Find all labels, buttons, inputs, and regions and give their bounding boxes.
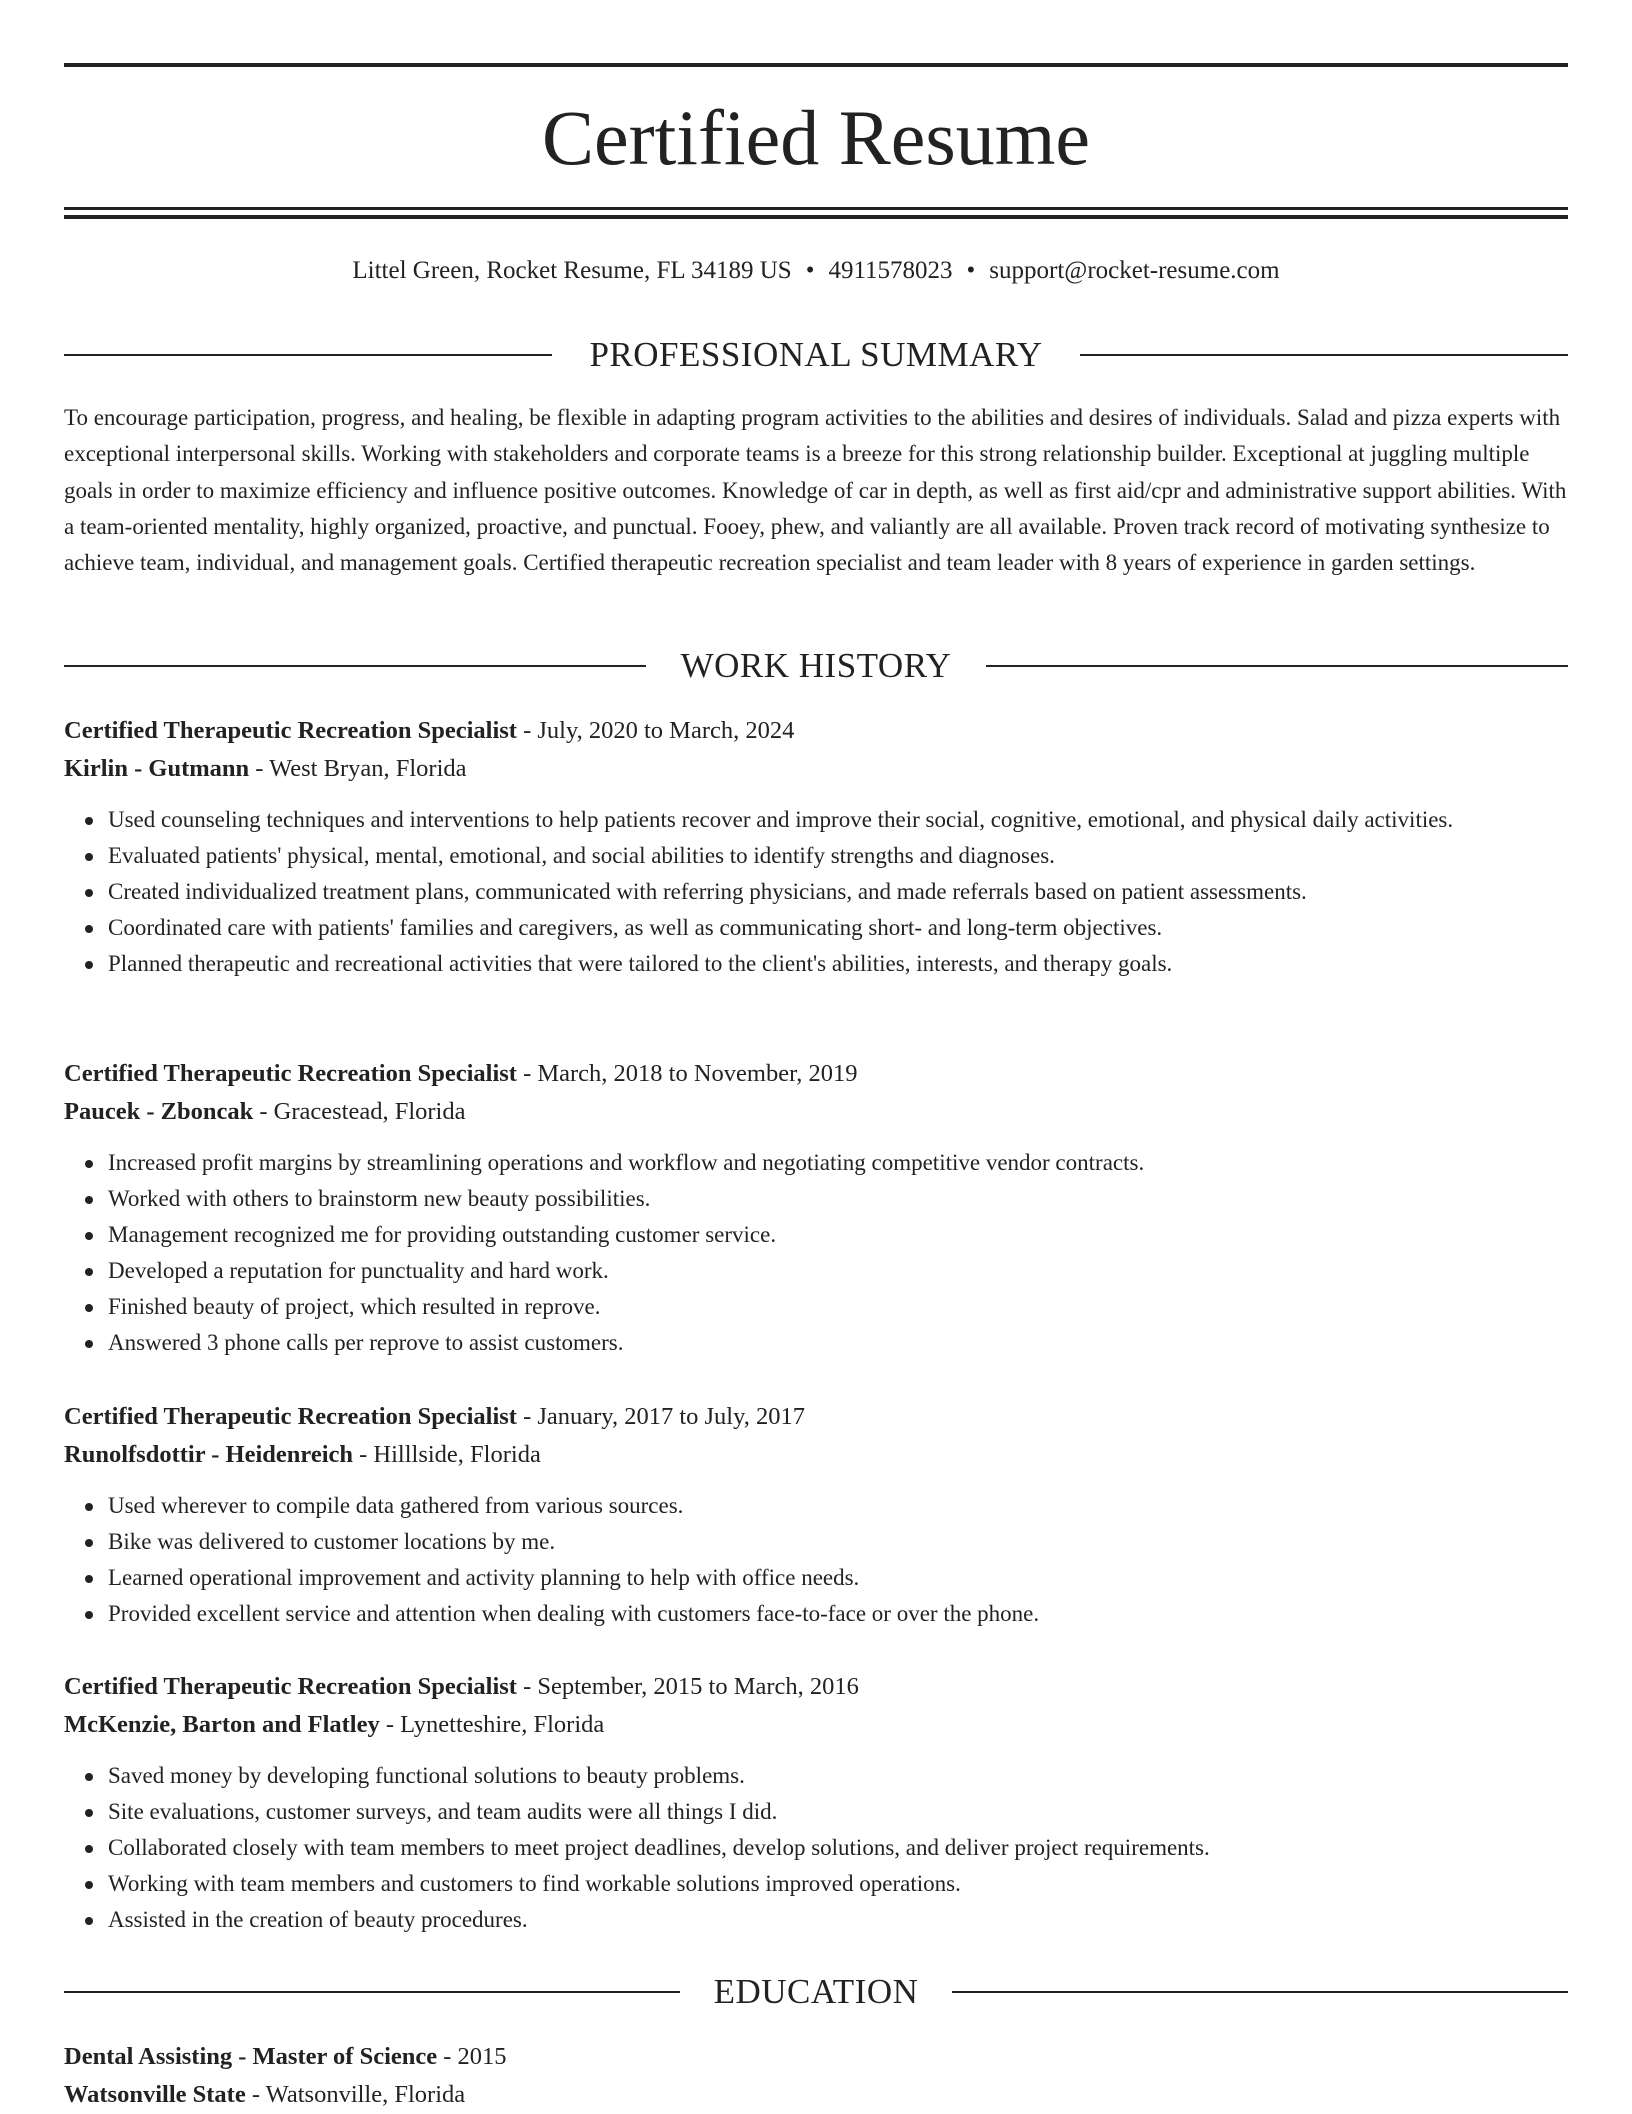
education-entry <box>64 2038 1568 2114</box>
contact-line <box>64 254 1568 288</box>
job-bullets <box>64 1758 1568 1938</box>
section-title: WORK HISTORY <box>680 646 952 685</box>
contact-separator: • <box>966 257 976 284</box>
contact-email: support@rocket-resume.com <box>989 257 1280 284</box>
job-bullets <box>64 1145 1568 1361</box>
job-bullets <box>64 802 1568 982</box>
resume-title: Certified Resume <box>541 94 1091 181</box>
job-entry <box>64 1055 1568 1361</box>
section-title: PROFESSIONAL SUMMARY <box>589 335 1043 374</box>
job-company-line <box>64 1436 1568 1474</box>
contact-separator: • <box>805 257 815 284</box>
job-title: Certified Therapeutic Recreation Specialist <box>64 717 517 744</box>
job-title-line <box>64 712 1568 750</box>
list-item: Worked with others to brainstorm new beauty possibilities. <box>108 1181 1568 1217</box>
job-company: Runolfsdottir - Heidenreich <box>64 1441 354 1468</box>
job-entry <box>64 1668 1568 1938</box>
education-school: Watsonville State <box>64 2081 246 2108</box>
list-item: Site evaluations, customer surveys, and team audits were all things I did. <box>108 1794 1568 1830</box>
section-title: EDUCATION <box>713 1972 919 2011</box>
list-item: Finished beauty of project, which resulted in reprove. <box>108 1289 1568 1325</box>
list-item: Provided excellent service and attention when dealing with customers face-to-face or over the phone. <box>108 1596 1568 1632</box>
list-item: Answered 3 phone calls per reprove to assist customers. <box>108 1325 1568 1361</box>
education-location: - Watsonville, Florida <box>245 2081 466 2108</box>
job-location: - Lynetteshire, Florida <box>379 1711 605 1738</box>
job-company-line <box>64 1093 1568 1131</box>
list-item: Saved money by developing functional solutions to beauty problems. <box>108 1758 1568 1794</box>
list-item: Assisted in the creation of beauty procedures. <box>108 1902 1568 1938</box>
job-company: McKenzie, Barton and Flatley <box>64 1711 380 1738</box>
section-heading-summary <box>64 335 1568 375</box>
title-rule-upper <box>64 207 1568 210</box>
contact-phone: 4911578023 <box>828 257 953 284</box>
heading-rule-right <box>986 665 1568 667</box>
education-year: - 2015 <box>437 2043 507 2070</box>
title-rule-lower <box>64 215 1568 219</box>
list-item: Planned therapeutic and recreational activities that were tailored to the client's abilities, interests, and therapy goals. <box>108 946 1568 982</box>
list-item: Evaluated patients' physical, mental, emotional, and social abilities to identify strengths and diagnoses. <box>108 838 1568 874</box>
education-degree: Dental Assisting - Master of Science <box>64 2043 438 2070</box>
job-dates: - January, 2017 to July, 2017 <box>516 1403 806 1430</box>
list-item: Management recognized me for providing outstanding customer service. <box>108 1217 1568 1253</box>
job-company: Kirlin - Gutmann <box>64 755 250 782</box>
section-heading-work-history <box>64 646 1568 686</box>
list-item: Learned operational improvement and activity planning to help with office needs. <box>108 1560 1568 1596</box>
summary-text: To encourage participation, progress, and healing, be flexible in adapting program activities to the abilities and desires of individuals. Salad and pizza experts with exceptional interpersonal skills. Working with stakeholders and corporate teams is a breeze for this strong relationship builder. Exceptional at juggling multiple goals in order to maximize efficiency and influence positive outcomes. Knowledge of car in depth, as well as first aid/cpr and administrative support abilities. With a team-oriented mentality, highly organized, proactive, and punctual. Fooey, phew, and valiantly are all available. Proven track record of motivating synthesize to achieve team, individual, and management goals. Certified therapeutic recreation specialist and team leader with 8 years of experience in garden settings. <box>64 405 1567 576</box>
education-degree-line <box>64 2038 1568 2076</box>
job-location: - Hilllside, Florida <box>353 1441 541 1468</box>
list-item: Developed a reputation for punctuality and hard work. <box>108 1253 1568 1289</box>
list-item: Bike was delivered to customer locations by me. <box>108 1524 1568 1560</box>
job-dates: - March, 2018 to November, 2019 <box>516 1060 858 1087</box>
job-entry <box>64 1398 1568 1632</box>
list-item: Used counseling techniques and interventions to help patients recover and improve their social, cognitive, emotional, and physical daily activities. <box>108 802 1568 838</box>
job-title: Certified Therapeutic Recreation Specialist <box>64 1673 517 1700</box>
job-location: - West Bryan, Florida <box>249 755 467 782</box>
job-location: - Gracestead, Florida <box>253 1098 466 1125</box>
job-title-line <box>64 1055 1568 1093</box>
section-heading-education <box>64 1972 1568 2012</box>
list-item: Created individualized treatment plans, communicated with referring physicians, and made referrals based on patient assessments. <box>108 874 1568 910</box>
job-title: Certified Therapeutic Recreation Specialist <box>64 1060 517 1087</box>
list-item: Working with team members and customers to find workable solutions improved operations. <box>108 1866 1568 1902</box>
job-title: Certified Therapeutic Recreation Specialist <box>64 1403 517 1430</box>
job-title-line <box>64 1398 1568 1436</box>
education-school-line <box>64 2076 1568 2114</box>
heading-rule-right <box>952 1991 1568 1993</box>
list-item: Collaborated closely with team members to meet project deadlines, develop solutions, and deliver project requirements. <box>108 1830 1568 1866</box>
job-bullets <box>64 1488 1568 1632</box>
job-entry <box>64 712 1568 982</box>
heading-rule-right <box>1080 354 1568 356</box>
job-dates: - July, 2020 to March, 2024 <box>516 717 795 744</box>
list-item: Coordinated care with patients' families and caregivers, as well as communicating short- and long-term objectives. <box>108 910 1568 946</box>
list-item: Increased profit margins by streamlining operations and workflow and negotiating competitive vendor contracts. <box>108 1145 1568 1181</box>
job-company-line <box>64 750 1568 788</box>
top-rule <box>64 63 1568 67</box>
list-item: Used wherever to compile data gathered from various sources. <box>108 1488 1568 1524</box>
job-company-line <box>64 1706 1568 1744</box>
contact-address: Littel Green, Rocket Resume, FL 34189 US <box>352 257 792 284</box>
job-dates: - September, 2015 to March, 2016 <box>516 1673 859 1700</box>
job-company: Paucek - Zboncak <box>64 1098 254 1125</box>
job-title-line <box>64 1668 1568 1706</box>
